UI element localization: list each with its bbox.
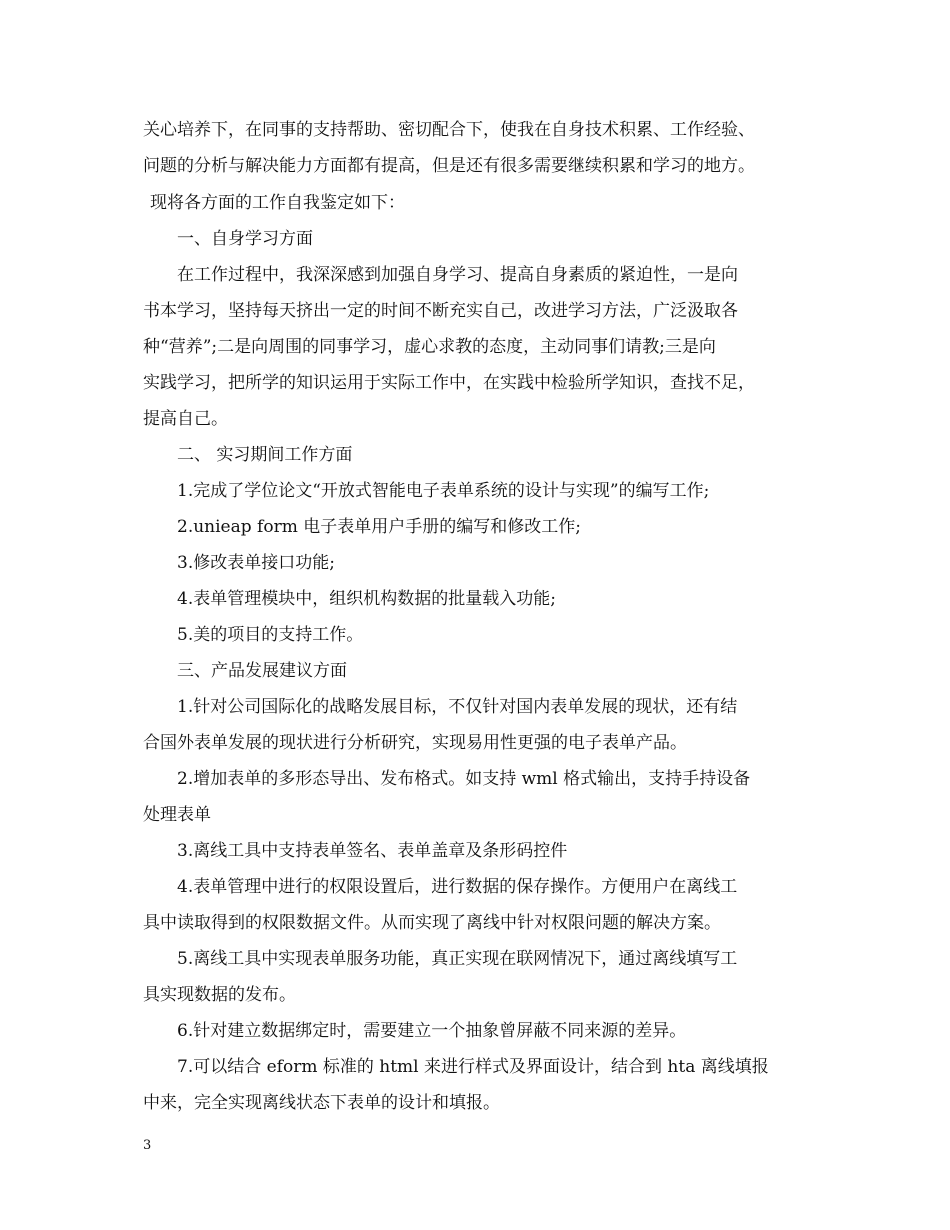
list-item: 3.修改表单接口功能; (177, 553, 335, 573)
text-line: 中来，完全实现离线状态下表单的设计和填报。 (143, 1093, 500, 1113)
text-line: 种“营养”;二是向周围的同事学习，虚心求教的态度，主动同事们请教;三是向 (143, 337, 716, 357)
text-line: 实践学习，把所学的知识运用于实际工作中，在实践中检验所学知识，查找不足， (143, 373, 755, 393)
list-item: 3.离线工具中支持表单签名、表单盖章及条形码控件 (177, 841, 568, 861)
text-line: 问题的分析与解决能力方面都有提高，但是还有很多需要继续积累和学习的地方。 (143, 156, 755, 176)
text-line: 提高自己。 (143, 409, 228, 429)
text-line: 处理表单 (143, 805, 211, 825)
list-item: 5.离线工具中实现表单服务功能，真正实现在联网情况下，通过离线填写工 (177, 949, 738, 969)
list-item: 6.针对建立数据绑定时，需要建立一个抽象曾屏蔽不同来源的差异。 (177, 1021, 687, 1041)
list-item: 7.可以结合 eform 标准的 html 来进行样式及界面设计，结合到 hta 离线填报 (177, 1057, 769, 1077)
section-heading: 二、 实习期间工作方面 (177, 445, 353, 465)
text-line: 具实现数据的发布。 (143, 985, 296, 1005)
text-line: 具中读取得到的权限数据文件。从而实现了离线中针对权限问题的解决方案。 (143, 913, 721, 933)
list-item: 5.美的项目的支持工作。 (177, 625, 364, 645)
text-line: 合国外表单发展的现状进行分析研究，实现易用性更强的电子表单产品。 (143, 733, 687, 753)
list-item: 4.表单管理模块中，组织机构数据的批量载入功能; (177, 589, 556, 609)
text-line: 现将各方面的工作自我鉴定如下： (150, 193, 405, 213)
list-item: 1.针对公司国际化的战略发展目标，不仅针对国内表单发展的现状，还有结 (177, 697, 738, 717)
page-number: 3 (143, 1138, 152, 1153)
text-line: 关心培养下，在同事的支持帮助、密切配合下，使我在自身技术积累、工作经验、 (143, 120, 755, 140)
list-item: 2.unieap form 电子表单用户手册的编写和修改工作; (177, 517, 581, 537)
list-item: 4.表单管理中进行的权限设置后，进行数据的保存操作。方便用户在离线工 (177, 877, 738, 897)
text-line: 书本学习，坚持每天挤出一定的时间不断充实自己，改进学习方法，广泛汲取各 (143, 301, 738, 321)
section-heading: 一、自身学习方面 (177, 229, 313, 249)
text-line: 在工作过程中，我深深感到加强自身学习、提高自身素质的紧迫性，一是向 (177, 265, 738, 285)
list-item: 1.完成了学位论文“开放式智能电子表单系统的设计与实现”的编写工作; (177, 481, 710, 501)
section-heading: 三、产品发展建议方面 (177, 661, 347, 681)
list-item: 2.增加表单的多形态导出、发布格式。如支持 wml 格式输出，支持手持设备 (177, 769, 751, 789)
